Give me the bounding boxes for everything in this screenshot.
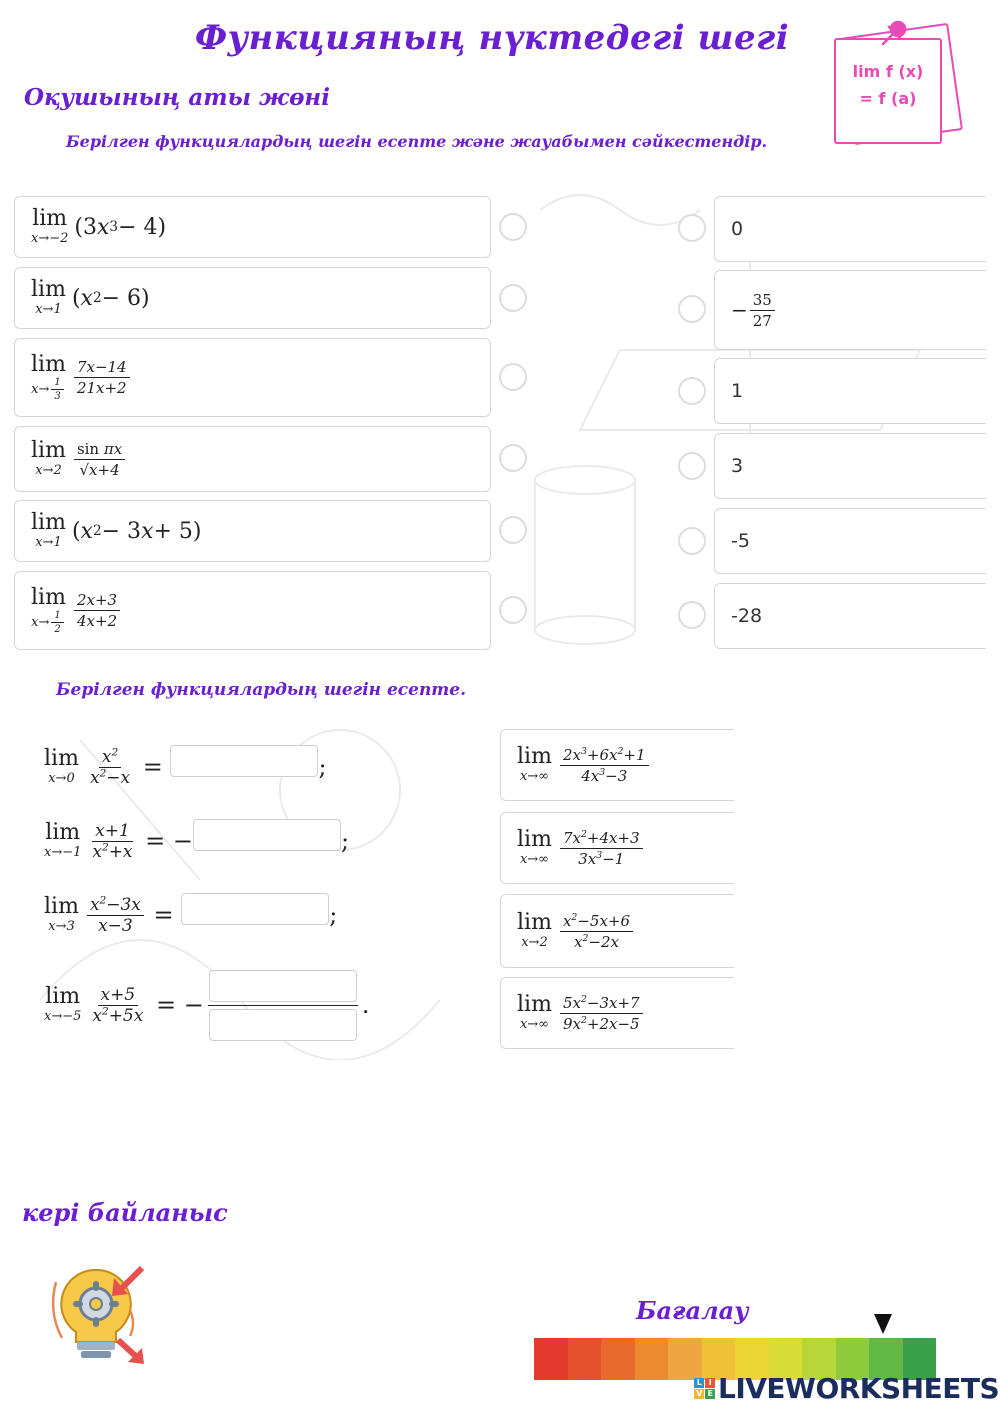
brand-logo-icon: L I V E bbox=[694, 1378, 715, 1399]
equation-4: lim x→−5 $\frac{x+5}{x^2+5x}$ = − . bbox=[44, 962, 369, 1048]
answer-value: 0 bbox=[731, 218, 744, 240]
answer-input-4-denominator[interactable] bbox=[209, 1009, 357, 1041]
answer-value: 3 bbox=[731, 455, 744, 477]
match-answer-6[interactable] bbox=[714, 583, 986, 649]
answer-input-3[interactable] bbox=[181, 893, 329, 925]
student-name-label: Оқушының аты жөні bbox=[24, 84, 330, 111]
match-expression-1[interactable]: lim x→−2 (3 x 3 − 4) bbox=[14, 196, 491, 258]
match-point-right-4[interactable] bbox=[678, 452, 706, 480]
compute-instruction: Берілген функциялардың шегін есепте. bbox=[56, 680, 467, 700]
answer-value: 1 bbox=[731, 380, 744, 402]
match-point-right-1[interactable] bbox=[678, 214, 706, 242]
answer-value: -5 bbox=[731, 530, 750, 552]
equation-3: lim x→3 $\frac{x^2-3x}{x-3}$ = ; bbox=[44, 893, 338, 936]
match-expression-2[interactable]: lim x→1 ( x 2 − 6) bbox=[14, 267, 491, 329]
limit-card-1[interactable]: lim x→∞ $\frac{2x^3+6x^2+1}{4x^3-3}$ bbox=[500, 729, 734, 801]
equation-1: lim x→0 $\frac{x^2}{x^2-x}$ = ; bbox=[44, 745, 327, 788]
match-expression-4[interactable]: lim x→2 $\frac{\text{sin πx}}{√x+4}$ bbox=[14, 426, 491, 492]
matching-instruction: Берілген функциялардың шегін есепте және жауабымен сәйкестендір. bbox=[66, 132, 768, 151]
equation-2: lim x→−1 $\frac{x+1}{x^2+x}$ = − ; bbox=[44, 820, 350, 862]
answer-input-2[interactable] bbox=[193, 819, 341, 851]
match-answer-4[interactable] bbox=[714, 433, 986, 499]
match-point-left-3[interactable] bbox=[499, 363, 527, 391]
sticky-note bbox=[832, 24, 968, 156]
limit-card-3[interactable]: lim x→2 $\frac{x^2-5x+6}{x^2-2x}$ bbox=[500, 894, 734, 968]
match-point-left-4[interactable] bbox=[499, 444, 527, 472]
match-answer-3[interactable] bbox=[714, 358, 986, 424]
match-point-left-5[interactable] bbox=[499, 516, 527, 544]
sticky-note-line-2: = f (a) bbox=[859, 89, 917, 108]
match-point-right-6[interactable] bbox=[678, 601, 706, 629]
match-answer-2[interactable]: − $\frac{35}{27}$ bbox=[714, 270, 986, 350]
match-point-right-3[interactable] bbox=[678, 377, 706, 405]
match-answer-1[interactable] bbox=[714, 196, 986, 262]
lightbulb-gear-icon bbox=[44, 1262, 148, 1366]
brand-logo bbox=[694, 1372, 999, 1405]
match-point-left-6[interactable] bbox=[499, 596, 527, 624]
brand-name: LIVEWORKSHEETS bbox=[718, 1372, 1000, 1405]
grade-segment-4[interactable] bbox=[635, 1338, 669, 1380]
match-expression-6[interactable]: lim x→ $\frac{1}{2}$ $\frac{2x+3}{4x+2}$ bbox=[14, 571, 491, 650]
limit-card-2[interactable]: lim x→∞ $\frac{7x^2+4x+3}{3x^3-1}$ bbox=[500, 812, 734, 884]
limit-card-4[interactable]: lim x→∞ $\frac{5x^2-3x+7}{9x^2+2x-5}$ bbox=[500, 977, 734, 1049]
sticky-note-line-1: lim f (x) bbox=[852, 62, 924, 81]
match-expression-5[interactable]: lim x→1 ( x 2 − 3 x + 5) bbox=[14, 500, 491, 562]
match-answer-5[interactable] bbox=[714, 508, 986, 574]
match-point-right-2[interactable] bbox=[678, 295, 706, 323]
grade-segment-1[interactable] bbox=[534, 1338, 568, 1380]
feedback-label: кері байланыс bbox=[22, 1198, 228, 1227]
pushpin-icon bbox=[876, 18, 910, 52]
answer-input-1[interactable] bbox=[170, 745, 318, 777]
match-expression-3[interactable]: lim x→ $\frac{1}{3}$ $\frac{7x-14}{21x+2}$ bbox=[14, 338, 491, 417]
answer-value: -28 bbox=[731, 605, 763, 627]
page-title: Функцияның нүктедегі шегі bbox=[194, 18, 790, 58]
grade-marker-icon[interactable] bbox=[874, 1314, 892, 1334]
grade-label: Бағалау bbox=[636, 1296, 749, 1325]
grade-segment-3[interactable] bbox=[601, 1338, 635, 1380]
match-point-right-5[interactable] bbox=[678, 527, 706, 555]
answer-input-4-numerator[interactable] bbox=[209, 970, 357, 1002]
match-point-left-2[interactable] bbox=[499, 284, 527, 312]
match-point-left-1[interactable] bbox=[499, 213, 527, 241]
grade-segment-2[interactable] bbox=[568, 1338, 602, 1380]
